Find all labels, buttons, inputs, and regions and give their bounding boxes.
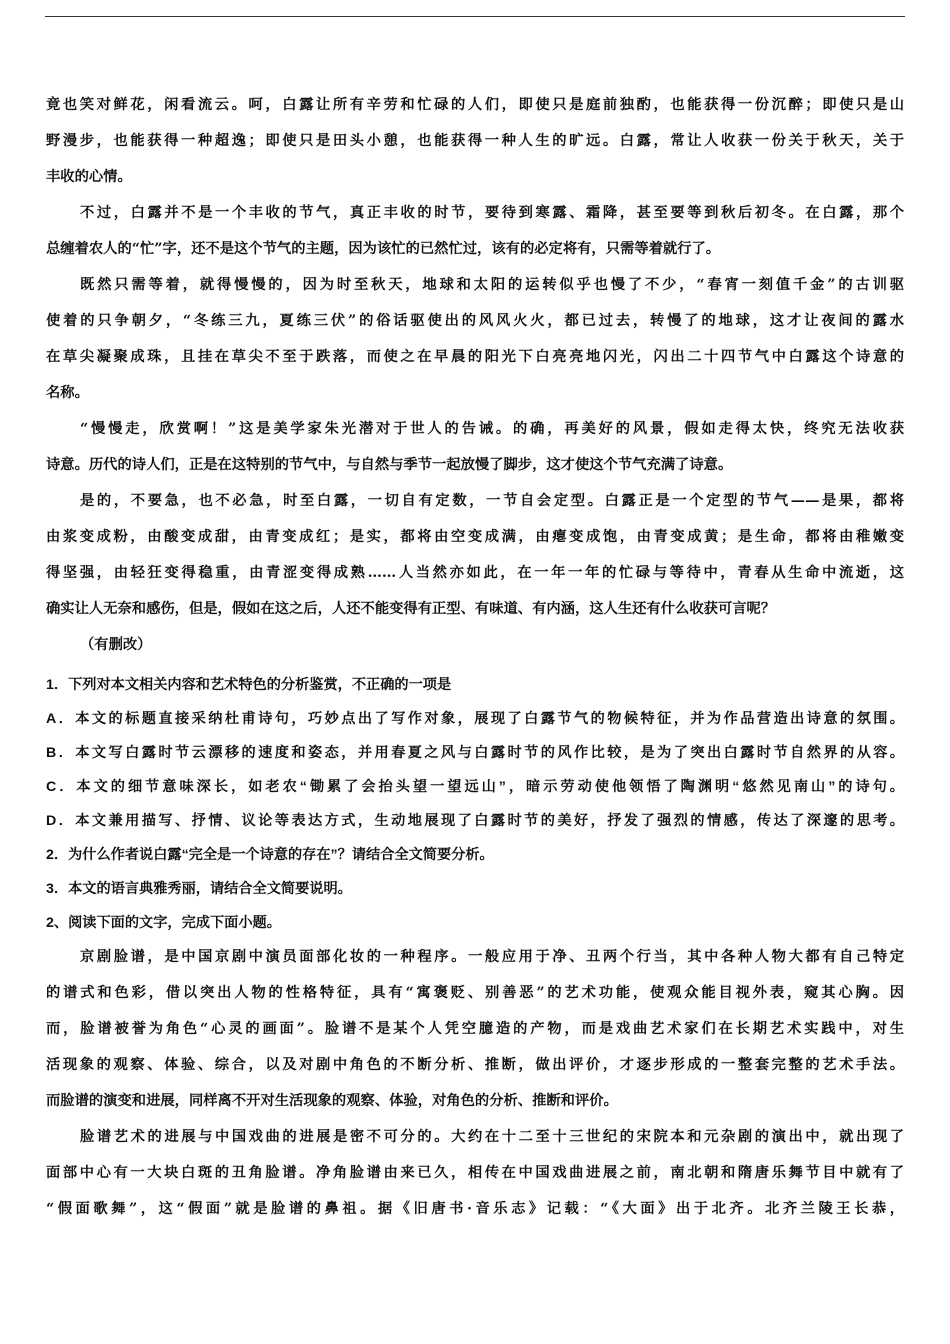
text-line: 不过，白露并不是一个丰收的节气，真正丰收的时节，要待到寒露、霜降，甚至要等到秋后初冬。在白露，那个 (80, 205, 904, 221)
text-line: 使着的只争朝夕，“冬练三九，夏练三伏”的俗话驱使出的风风火火，都已过去，转慢了的地球，这才让夜间的露水 (46, 313, 904, 329)
text-line: 而脸谱的演变和进展，同样离不开对生活现象的观察、体验，对角色的分析、推断和评价。 (46, 1093, 618, 1109)
text-line: 脸谱艺术的进展与中国戏曲的进展是密不可分的。大约在十二至十三世纪的宋院本和元杂剧的演出中，就出现了 (80, 1129, 904, 1145)
text-line: 名称。 (46, 385, 89, 401)
text-line: 面部中心有一大块白斑的丑角脸谱。净角脸谱由来已久，相传在中国戏曲进展之前，南北朝和隋唐乐舞节目中就有了 (46, 1165, 904, 1181)
text-line: 竟也笑对鲜花，闲看流云。呵，白露让所有辛劳和忙碌的人们，即使只是庭前独酌，也能获得一份沉醉；即使只是山 (46, 97, 904, 113)
source-note: （有删改） (80, 637, 152, 653)
text-line: 是的，不要急，也不必急，时至白露，一切自有定数，一节自会定型。白露正是一个定型的节气——是果，都将 (80, 493, 904, 509)
option-c: C．本文的细节意味深长，如老农“锄累了会抬头望一望远山”，暗示劳动使他领悟了陶渊明“悠然见南山”的诗句。 (46, 779, 904, 795)
text-line: 的谱式和色彩，借以突出人物的性格特征，具有“寓褒贬、别善恶”的艺术功能，使观众能目视外表，窥其心胸。因 (46, 985, 904, 1001)
text-line: 京剧脸谱，是中国京剧中演员面部化妆的一种程序。一般应用于净、丑两个行当，其中各种人物大都有自己特定 (80, 949, 904, 965)
text-line: 确实让人无奈和感伤，但是，假如在这之后，人还不能变得有正型、有味道、有内涵，这人生还有什么收获可言呢？ (46, 601, 776, 617)
text-line: 由浆变成粉，由酸变成甜，由青变成红；是实，都将由空变成满，由瘪变成饱，由青变成黄；是生命，都将由稚嫩变 (46, 529, 904, 545)
text-line: 在草尖凝聚成珠，且挂在草尖不至于跌落，而使之在早晨的阳光下白亮亮地闪光，闪出二十四节气中白露这个诗意的 (46, 349, 904, 365)
text-line: 活现象的观察、体验、综合，以及对剧中角色的不断分析、推断，做出评价，才逐步形成的一整套完整的艺术手法。 (46, 1057, 904, 1073)
option-b: B．本文写白露时节云漂移的速度和姿态，并用春夏之风与白露时节的风作比较，是为了突出白露时节自然界的从容。 (46, 745, 904, 761)
text-line: “慢慢走，欣赏啊！”这是美学家朱光潜对于世人的告诫。的确，再美好的风景，假如走得太快，终究无法收获 (80, 421, 904, 437)
text-line: 诗意。历代的诗人们，正是在这特别的节气中，与自然与季节一起放慢了脚步，这才使这个节气充满了诗意。 (46, 457, 733, 473)
text-line: 既然只需等着，就得慢慢的，因为时至秋天，地球和太阳的运转似乎也慢了不少，“春宵一刻值千金”的古训驱 (80, 277, 904, 293)
text-line: 得坚强，由轻狂变得稳重，由青涩变得成熟……人当然亦如此，在一年一年的忙碌与等待中，青春从生命中流逝，这 (46, 565, 904, 581)
text-line: 野漫步，也能获得一种超逸；即使只是田头小憩，也能获得一种人生的旷远。白露，常让人收获一份关于秋天，关于 (46, 133, 904, 149)
text-line: 而，脸谱被誉为角色“心灵的画面”。脸谱不是某个人凭空臆造的产物，而是戏曲艺术家们在长期艺术实践中，对生 (46, 1021, 904, 1037)
option-d: D．本文兼用描写、抒情、议论等表达方式，生动地展现了白露时节的美好，抒发了强烈的情感，传达了深邃的思考。 (46, 813, 904, 829)
question-1: 1．下列对本文相关内容和艺术特色的分析鉴赏，不正确的一项是 (46, 677, 452, 693)
option-a: A．本文的标题直接采纳杜甫诗句，巧妙点出了写作对象，展现了白露节气的物候特征，并为作品营造出诗意的氛围。 (46, 711, 904, 727)
text-line: 总缠着农人的“忙”字，还不是这个节气的主题，因为该忙的已然忙过，该有的必定将有，只需等着就行了。 (46, 241, 721, 257)
text-line: “假面歌舞”，这“假面”就是脸谱的鼻祖。据《旧唐书·音乐志》记载：“《大面》出于北齐。北齐兰陵王长恭， (46, 1201, 904, 1217)
text-line: 丰收的心情。 (46, 169, 132, 185)
question-3: 3．本文的语言典雅秀丽，请结合全文简要说明。 (46, 881, 352, 897)
section-2-heading: 2、阅读下面的文字，完成下面小题。 (46, 915, 281, 931)
header-rule (45, 16, 905, 17)
question-2: 2．为什么作者说白露“完全是一个诗意的存在”？请结合全文简要分析。 (46, 847, 494, 863)
